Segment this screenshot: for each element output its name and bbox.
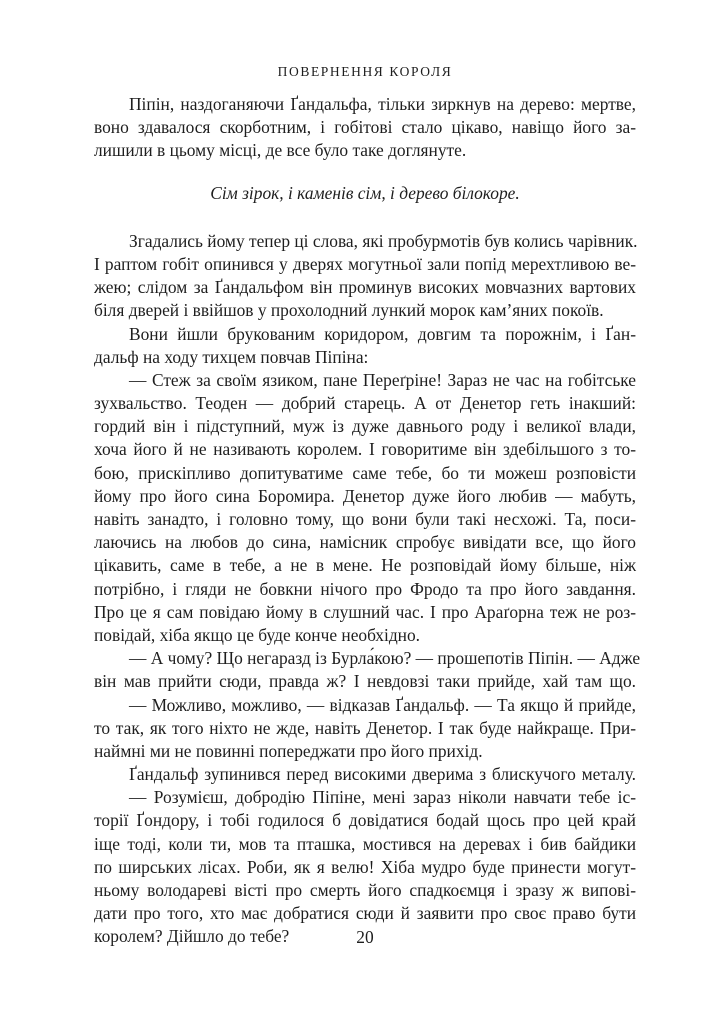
text-line: — Можливо, можливо, — відказав Ґандальф. — Та якщо й прийде,: [129, 694, 636, 715]
text-line: — А чому? Що негаразд із Бурла́кою? — прошепотів Піпін. — Адже: [129, 648, 641, 669]
text-line: наймні ми не повинні попереджати про його прихід.: [94, 740, 483, 761]
paragraph: [94, 230, 636, 323]
verse-line: Сім зірок, і каменів сім, і дерево білокоре.: [210, 182, 520, 203]
text-line: Піпін, наздоганяючи Ґандальфа, тільки зиркнув на дерево: мертве,: [129, 94, 636, 114]
paragraph: [94, 369, 636, 647]
paragraph: [94, 694, 636, 764]
text-line: королем? Дійшло до тебе?: [94, 926, 290, 947]
text-line: лишили в цьому місці, де все було таке доглянуте.: [94, 140, 467, 161]
text-line: хоча його й не називають королем. І говоритиме він здебільшого з то-: [94, 439, 636, 460]
text-line: цікавить, саме в тебе, а не в мене. Не розповідай йому більше, ніж: [94, 555, 636, 576]
text-line: Вони йшли брукованим коридором, довгим та порожнім, і Ґан-: [129, 323, 636, 344]
text-line: гордий він і підступний, муж із дуже давнього роду і великої влади,: [94, 416, 636, 437]
paragraph: [94, 93, 636, 163]
text-line: воно здавалося скорботним, і гобітові стало цікаво, навіщо його за-: [94, 117, 636, 138]
paragraph: [94, 647, 641, 693]
text-line: потрібно, і гляди не бовкни нічого про Фродо та про його завдання.: [94, 578, 636, 599]
text-line: Згадались йому тепер ці слова, які пробурмотів був колись чарівник.: [129, 230, 638, 251]
text-line: то так, як того ніхто не жде, навіть Денетор. І так буде найкраще. При-: [94, 717, 636, 738]
text-line: дальф на ходу тихцем повчав Піпіна:: [94, 346, 369, 367]
text-line: навіть занадто, і головно тому, що вони були такі несхожі. Та, поси-: [94, 509, 636, 529]
text-line: торії Ґондору, і тобі годилося б довідатися бодай щось про цей край: [94, 810, 636, 831]
text-line: — Стеж за своїм язиком, пане Переґріне! Зараз не час на гобітське: [129, 369, 636, 390]
text-line: — Розумієш, добродію Піпіне, мені зараз ніколи навчати тебе іс-: [129, 787, 636, 808]
text-line: іще тоді, коли ти, мов та пташка, мостився на деревах і бив байдики: [94, 833, 636, 854]
text-line: І раптом гобіт опинився у дверях могутньої зали попід мерехтливою ве-: [94, 253, 636, 274]
running-head: ПОВЕРНЕННЯ КОРОЛЯ: [277, 64, 453, 79]
text-line: дати про того, хто має добратися сюди й заявити про своє право бути: [94, 903, 636, 924]
text-line: жею; слідом за Ґандальфом він проминув високих мовчазних вартових: [94, 277, 636, 298]
text-line: він мав прийти сюди, правда ж? І невдовзі таки прийде, хай там що.: [94, 671, 636, 692]
text-line: лаючись на любов до сина, намісник спробує вивідати все, що його: [94, 532, 636, 553]
paragraph: [94, 763, 636, 786]
text-line: по ширських лісах. Роби, як я велю! Хіба мудро буде принести могут-: [94, 856, 636, 877]
paragraph: [94, 786, 636, 948]
text-line: ньому володареві вісті про смерть його спадкоємця і зразу ж випові-: [94, 880, 636, 900]
text-line: Ґандальф зупинився перед високими дверима з блискучого металу.: [129, 764, 636, 785]
text-line: біля дверей і ввійшов у прохолодний лункий морок кам’яних покоїв.: [94, 300, 604, 321]
text-line: бою, прискіпливо допитуватиме саме тебе, бо ти можеш розповісти: [94, 462, 636, 483]
body-text: [94, 93, 641, 949]
text-line: йому про його сина Боромира. Денетор дуже його любив — мабуть,: [94, 485, 636, 506]
text-line: зухвальство. Теоден — добрий старець. А от Денетор геть інакший:: [94, 393, 636, 414]
paragraph: [94, 323, 636, 369]
text-line: Про це я сам повідаю йому в слушний час. І про Араґорна теж не роз-: [94, 601, 636, 622]
text-line: повідай, хіба якщо це буде конче необхідно.: [94, 624, 421, 645]
page-number: 20: [356, 927, 374, 947]
book-page: [94, 0, 641, 1024]
